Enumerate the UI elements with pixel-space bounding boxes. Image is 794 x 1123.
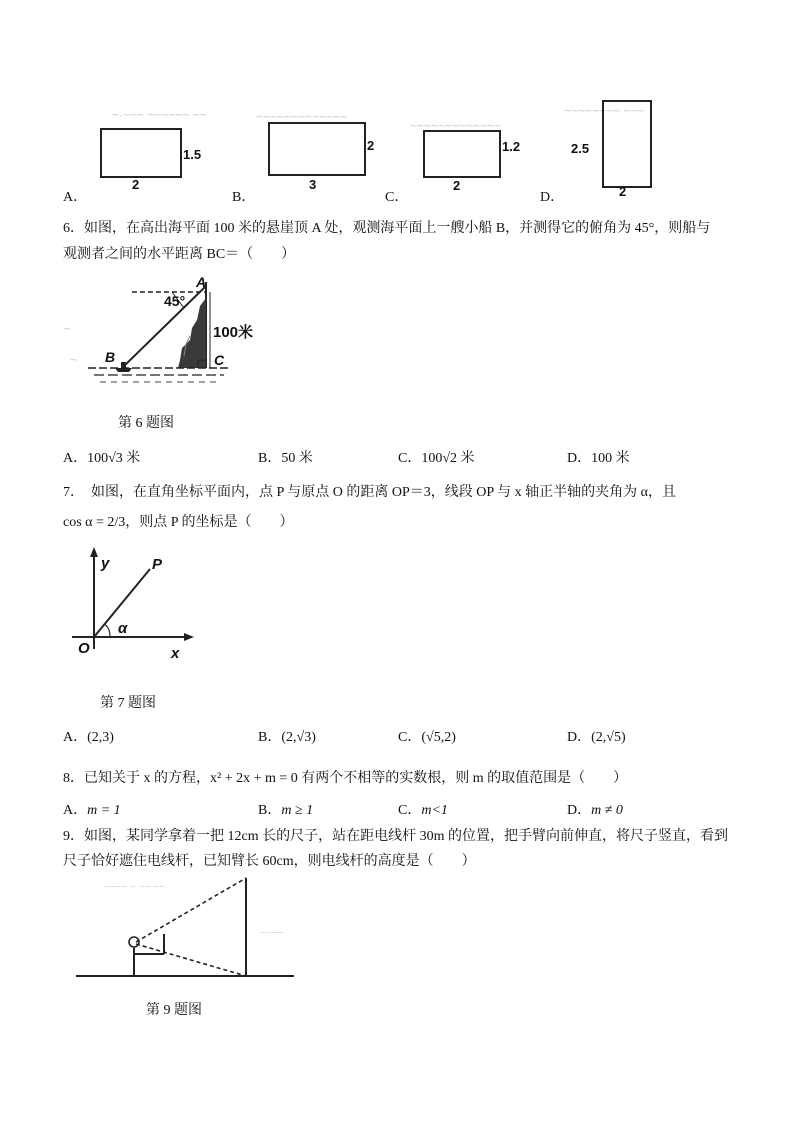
q6-option-d: D．100 米 xyxy=(567,451,630,466)
scan-smudge: ~~~~~~~~~~~~~ xyxy=(410,119,502,133)
q6-option-b-value: 50 米 xyxy=(281,451,313,466)
q8-option-c: C．m<1 xyxy=(398,803,448,818)
scan-smudge: ~~~~~~~~ ~~~ xyxy=(564,104,645,118)
q5-option-a-rectangle xyxy=(100,128,182,178)
q5-option-c-letter: C． xyxy=(385,190,409,205)
q7-origin-label: O xyxy=(78,640,90,657)
q6-option-a-value: 100√3 米 xyxy=(87,451,141,466)
q9-figure-caption: 第 9 题图 xyxy=(146,1003,202,1018)
q6-height-label: 100米 xyxy=(213,324,254,341)
svg-text:~~~~: ~~~~ xyxy=(260,928,284,939)
q5-option-a-width: 2 xyxy=(132,177,140,192)
q7-option-a-value: (2,3) xyxy=(87,730,114,745)
q5-option-b-width: 3 xyxy=(309,177,317,192)
q7-alpha-label: α xyxy=(118,620,128,637)
q7-option-d: D．(2,√5) xyxy=(567,730,626,745)
q8-option-d-value: m ≠ 0 xyxy=(591,803,623,818)
q7-option-b-value: (2,√3) xyxy=(281,730,316,745)
q6-stem-line1: 6．如图，在高出海平面 100 米的悬崖顶 A 处，观测海平面上一艘小船 B，并测得它的俯角为 45°，则船与 xyxy=(63,221,711,236)
q7-option-a: A．(2,3) xyxy=(63,730,114,745)
q7-figure-caption: 第 7 题图 xyxy=(100,696,156,711)
q7-x-axis-label: x xyxy=(171,645,180,662)
q9-stem-line2: 尺子恰好遮住电线杆，已知臂长 60cm，则电线杆的高度是（ ） xyxy=(63,854,476,869)
q6-option-c: C．100√2 米 xyxy=(398,451,475,466)
q5-option-b-height: 2 xyxy=(367,138,375,153)
q5-option-a-letter: A． xyxy=(63,190,88,205)
q7-option-b: B．(2,√3) xyxy=(258,730,316,745)
q7-option-c: C．(√5,2) xyxy=(398,730,456,745)
q7-point-p-label: P xyxy=(152,556,163,573)
q5-option-c-height: 1.2 xyxy=(502,139,521,154)
q6-stem-line2: 观测者之间的水平距离 BC＝（ ） xyxy=(63,247,296,262)
scan-smudge: ~·~~~ ~~~~~~ ~~ xyxy=(112,108,207,122)
q5-option-b-rectangle xyxy=(268,122,366,176)
scan-smudge: ~~~~~~~~~~~~~ xyxy=(256,110,348,124)
q5-option-d-letter: D． xyxy=(540,190,565,205)
q7-option-c-value: (√5,2) xyxy=(421,730,456,745)
q6-point-a-label: A xyxy=(196,274,207,290)
q6-option-d-value: 100 米 xyxy=(591,451,630,466)
q9-stem-line1: 9．如图，某同学拿着一把 12cm 长的尺子，站在距电线杆 30m 的位置，把手臂向前伸直，将尺子竖直，看到 xyxy=(63,829,728,844)
q7-option-d-value: (2,√5) xyxy=(591,730,626,745)
q5-option-a-height: 1.5 xyxy=(183,147,202,162)
q7-stem-line2: cos α = 2/3，则点 P 的坐标是（ ） xyxy=(63,515,294,530)
q8-option-a: A．m = 1 xyxy=(63,803,121,818)
q5-option-c-rectangle xyxy=(423,130,501,178)
q8-option-d: D．m ≠ 0 xyxy=(567,803,623,818)
q7-y-axis-label: y xyxy=(101,555,110,572)
q7-stem-line1: 7． 如图，在直角坐标平面内，点 P 与原点 O 的距离 OP＝3，线段 OP 与 x 轴正半轴的夹角为 α，且 xyxy=(63,485,676,500)
q8-option-b-value: m ≥ 1 xyxy=(281,803,314,818)
q5-option-b-letter: B． xyxy=(232,190,256,205)
q5-option-c-width: 2 xyxy=(453,178,461,193)
q5-option-d-height: 2.5 xyxy=(571,141,590,156)
q8-option-c-value: m<1 xyxy=(421,803,448,818)
scan-smudge: ~ xyxy=(64,322,72,336)
scan-smudge: ~ xyxy=(70,353,78,367)
q6-option-b: B．50 米 xyxy=(258,451,313,466)
q6-point-b-label: B xyxy=(105,349,116,365)
q9-ruler-pole-figure xyxy=(64,872,304,984)
q8-option-b: B．m ≥ 1 xyxy=(258,803,314,818)
q6-figure-caption: 第 6 题图 xyxy=(118,416,174,431)
q8-option-a-value: m = 1 xyxy=(87,803,121,818)
svg-text:~~~~ ~ ~~ ~~: ~~~~ ~ ~~ ~~ xyxy=(104,882,165,893)
q5-option-d-rectangle xyxy=(602,100,652,188)
q8-stem-line1: 8．已知关于 x 的方程，x² + 2x + m = 0 有两个不相等的实数根，则 m 的取值范围是（ ） xyxy=(63,771,628,786)
q6-point-c-label: C xyxy=(214,352,225,368)
q5-option-d-width: 2 xyxy=(619,184,627,199)
q6-option-c-value: 100√2 米 xyxy=(421,451,475,466)
q6-angle-label: 45° xyxy=(164,293,186,309)
q6-option-a: A．100√3 米 xyxy=(63,451,141,466)
